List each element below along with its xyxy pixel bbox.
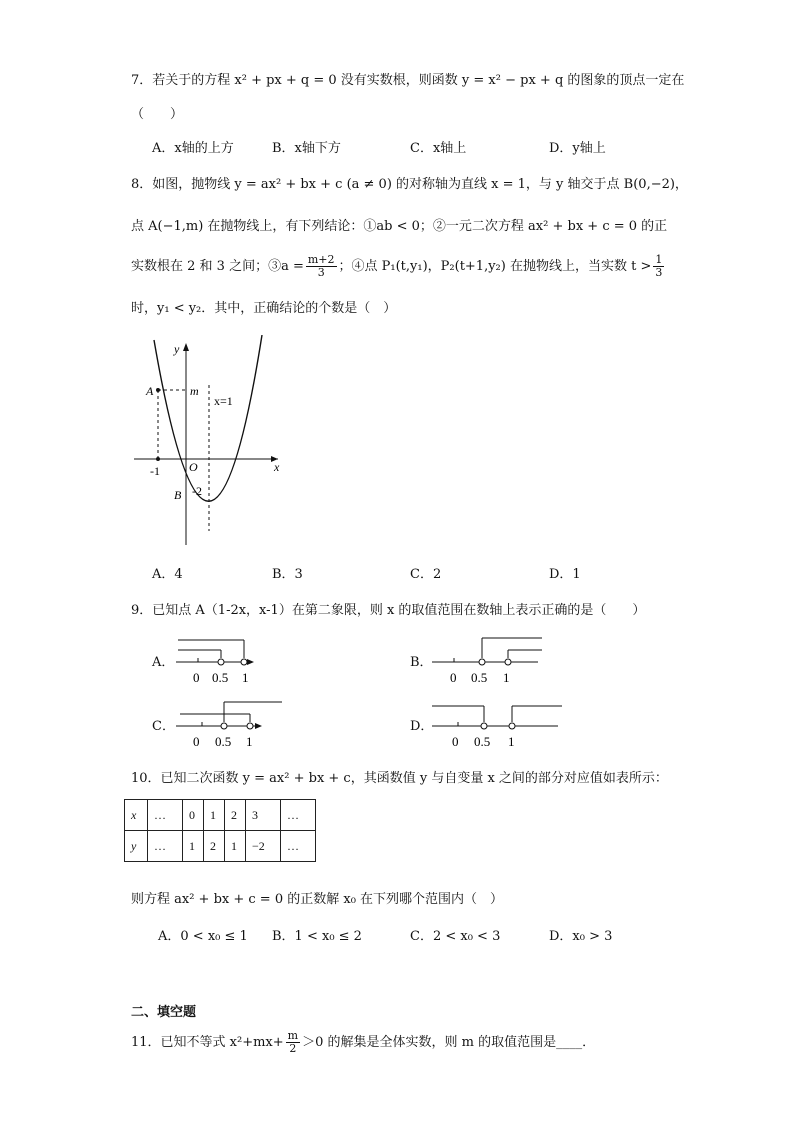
open-point-half (218, 659, 224, 665)
q8-stem-line4: 时，y₁ < y₂．其中，正确结论的个数是（ ） (131, 301, 397, 316)
q9-option-a-label: A． (152, 655, 175, 670)
table-cell: x (125, 800, 148, 831)
table-cell: 2 (225, 800, 246, 831)
tick-label-1: 1 (246, 734, 253, 749)
y-axis-arrow (183, 343, 189, 351)
table-cell: y (125, 831, 148, 862)
q7-option-a: A．x轴的上方 (152, 141, 234, 156)
q8-line3-text-b: ；④点 P₁(t,y₁)，P₂(t+1,y₂) 在抛物线上，当实数 t > (338, 259, 652, 274)
table-cell: −2 (246, 831, 281, 862)
tick-label-half: 0.5 (215, 734, 232, 749)
point-b-label: B (174, 488, 182, 502)
q10-option-c: C．2 < x₀ < 3 (410, 929, 501, 944)
fraction-denominator: 3 (317, 266, 325, 279)
q7-option-d: D．y轴上 (549, 141, 606, 156)
table-cell: 1 (225, 831, 246, 862)
table-row-y (125, 831, 316, 862)
q10-option-a: A．0 < x₀ ≤ 1 (158, 929, 248, 944)
q9-option-d-label: D． (410, 719, 434, 734)
parabola-curve (154, 335, 262, 501)
point-a-label: A (146, 384, 154, 398)
section-heading-fill-in: 二、填空题 (131, 1005, 197, 1020)
q8-stem-line1: 8．如图，抛物线 y = ax² + bx + c (a ≠ 0) 的对称轴为直线 x = 1，与 y 轴交于点 B(0,−2)， (131, 177, 688, 192)
number-line-arrow (247, 659, 254, 665)
fraction-numerator: 1 (655, 253, 663, 266)
table-cell: 3 (246, 800, 281, 831)
q9-option-b-number-line (428, 634, 548, 690)
table-cell: … (148, 831, 183, 862)
q7-stem-line2: （ ） (131, 107, 184, 122)
origin-label: O (189, 460, 198, 474)
tick-label-0: 0 (452, 734, 459, 749)
point-neg1 (156, 457, 160, 461)
open-point-one (241, 659, 247, 665)
fraction-numerator: m+2 (307, 253, 335, 266)
table-row-x (125, 800, 316, 831)
tick-label-half: 0.5 (212, 670, 229, 685)
q9-option-b-label: B． (410, 655, 433, 670)
y-axis-label: y (174, 342, 180, 356)
q10-option-d: D．x₀ > 3 (549, 929, 613, 944)
open-point-half (481, 723, 487, 729)
open-point-one (505, 659, 511, 665)
tick-label-1: 1 (508, 734, 515, 749)
table-cell: … (281, 831, 316, 862)
table-cell: 2 (204, 831, 225, 862)
q10-stem-line1: 10．已知二次函数 y = ax² + bx + c，其函数值 y 与自变量 x 之间的部分对应值如表所示： (131, 771, 668, 786)
open-point-half (479, 659, 485, 665)
neg1-label: -1 (150, 464, 160, 478)
neg2-label: -2 (192, 484, 202, 498)
q11-stem-line1 (131, 1030, 595, 1055)
fraction-denominator: 2 (289, 1042, 297, 1055)
tick-label-0: 0 (193, 734, 200, 749)
open-point-one (509, 723, 515, 729)
q8-parabola-graph (128, 335, 288, 550)
q11-fraction-m-over-2 (286, 1030, 300, 1055)
q11-text-b: ＞0 的解集是全体实数，则 m 的取值范围是____． (302, 1035, 596, 1050)
fraction-numerator: m (287, 1029, 299, 1042)
q8-stem-line3 (131, 254, 666, 279)
fraction-denominator: 3 (655, 266, 663, 279)
symmetry-axis-label: x=1 (214, 394, 233, 408)
x-axis-label: x (274, 460, 280, 474)
q9-option-c-number-line (172, 698, 290, 754)
q11-text-a: 11．已知不等式 x²+mx+ (131, 1035, 284, 1050)
q7-option-b: B．x轴下方 (272, 141, 341, 156)
q7-stem-line1: 7．若关于的方程 x² + px + q = 0 没有实数根，则函数 y = x² − px + q 的图象的顶点一定在 (131, 73, 685, 88)
tick-label-0: 0 (450, 670, 457, 685)
q9-option-a-number-line (172, 634, 282, 690)
number-line-arrow (255, 723, 262, 729)
table-cell: … (281, 800, 316, 831)
q9-option-c-label: C． (152, 719, 175, 734)
tick-label-half: 0.5 (471, 670, 488, 685)
q10-value-table (124, 799, 316, 862)
q10-stem-line2: 则方程 ax² + bx + c = 0 的正数解 x₀ 在下列哪个范围内（ ） (131, 892, 504, 907)
tick-label-1: 1 (242, 670, 249, 685)
table-cell: 1 (183, 831, 204, 862)
q8-stem-line2: 点 A(−1,m) 在抛物线上，有下列结论：①ab < 0；②一元二次方程 ax² + bx + c = 0 的正 (131, 219, 668, 234)
table-cell: 1 (204, 800, 225, 831)
q8-line3-text-a: 实数根在 2 和 3 之间；③a = (131, 259, 304, 274)
q8-fraction-m-plus-2-over-3 (306, 254, 337, 279)
table-cell: … (148, 800, 183, 831)
q9-stem-line1: 9．已知点 A（1-2x，x-1）在第二象限，则 x 的取值范围在数轴上表示正确的是（ ） (131, 603, 646, 618)
q8-option-a: A．4 (152, 567, 183, 582)
q10-option-b: B．1 < x₀ ≤ 2 (272, 929, 362, 944)
tick-label-0: 0 (193, 670, 200, 685)
q8-option-b: B．3 (272, 567, 303, 582)
point-a (156, 388, 160, 392)
q8-option-d: D．1 (549, 567, 581, 582)
table-cell: 0 (183, 800, 204, 831)
q8-fraction-one-third (653, 254, 664, 279)
q9-option-d-number-line (428, 698, 568, 754)
m-label: m (190, 384, 199, 398)
open-point-half (221, 723, 227, 729)
tick-label-half: 0.5 (474, 734, 491, 749)
open-point-one (247, 723, 253, 729)
tick-label-1: 1 (503, 670, 510, 685)
q7-option-c: C．x轴上 (410, 141, 467, 156)
q8-option-c: C．2 (410, 567, 442, 582)
